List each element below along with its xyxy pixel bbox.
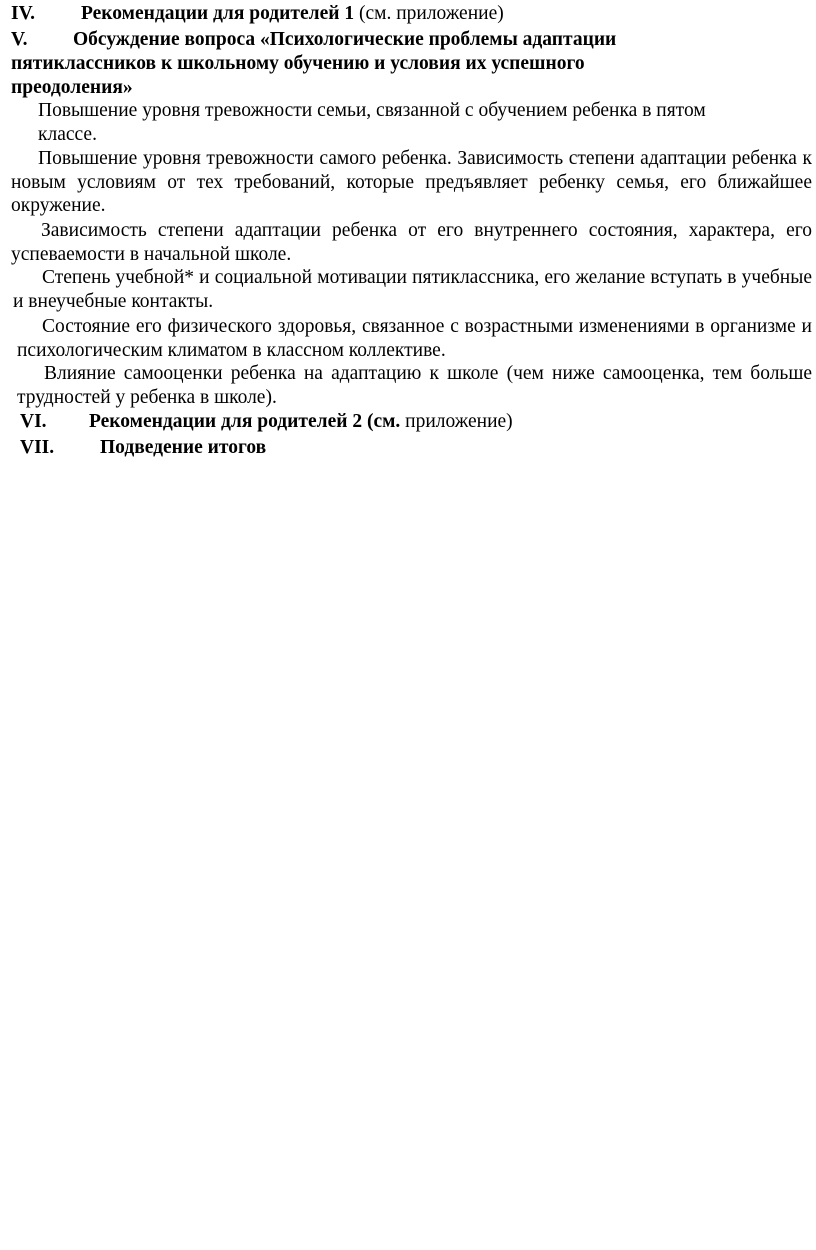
section-vi-note: приложение) [400,411,513,432]
paragraph-1-line2: классе. [38,124,97,145]
paragraph-3: Зависимость степени адаптации ребенка от его внутреннего состояния, характера, его успеваемости в начальной школе. [11,220,812,265]
section-v-number: V. [11,29,28,50]
section-iv-heading [11,2,504,26]
paragraph-5: Состояние его физического здоровья, связанное с возрастными изменениями в организме и психологическим климатом в классном коллективе. [17,316,812,361]
section-vii-heading [20,436,266,460]
section-iv-note: (см. приложение) [354,3,504,24]
section-iv-title: Рекомендации для родителей 1 [81,3,355,24]
section-iv-number: IV. [11,3,36,24]
section-v-heading [11,28,616,52]
paragraph-2: Повышение уровня тревожности самого ребенка. Зависимость степени адаптации ребенка к новым условиям от тех требований, которые предъявляет ребенку семья, его ближайшее окружение. [11,148,812,216]
section-v-title-line1: Обсуждение вопроса «Психологические проблемы адаптации [73,29,617,50]
paragraph-1-line1: Повышение уровня тревожности семьи, связанной с обучением ребенка в пятом [38,100,706,121]
paragraph-6: Влияние самооценки ребенка на адаптацию к школе (чем ниже самооценка, тем больше трудностей у ребенка в школе). [17,363,812,408]
section-v-title-line3: преодоления» [11,77,133,98]
section-vi-heading [20,410,513,434]
paragraph-4: Степень учебной* и социальной мотивации пятиклассника, его желание вступать в учебные и внеучебные контакты. [13,267,812,312]
section-vi-number: VI. [20,411,47,432]
section-vi-title: Рекомендации для родителей 2 (см. [89,411,401,432]
section-v-title-line2: пятиклассников к школьному обучению и условия их успешного [11,53,585,74]
section-vii-number: VII. [20,437,55,458]
section-vii-title: Подведение итогов [100,437,267,458]
